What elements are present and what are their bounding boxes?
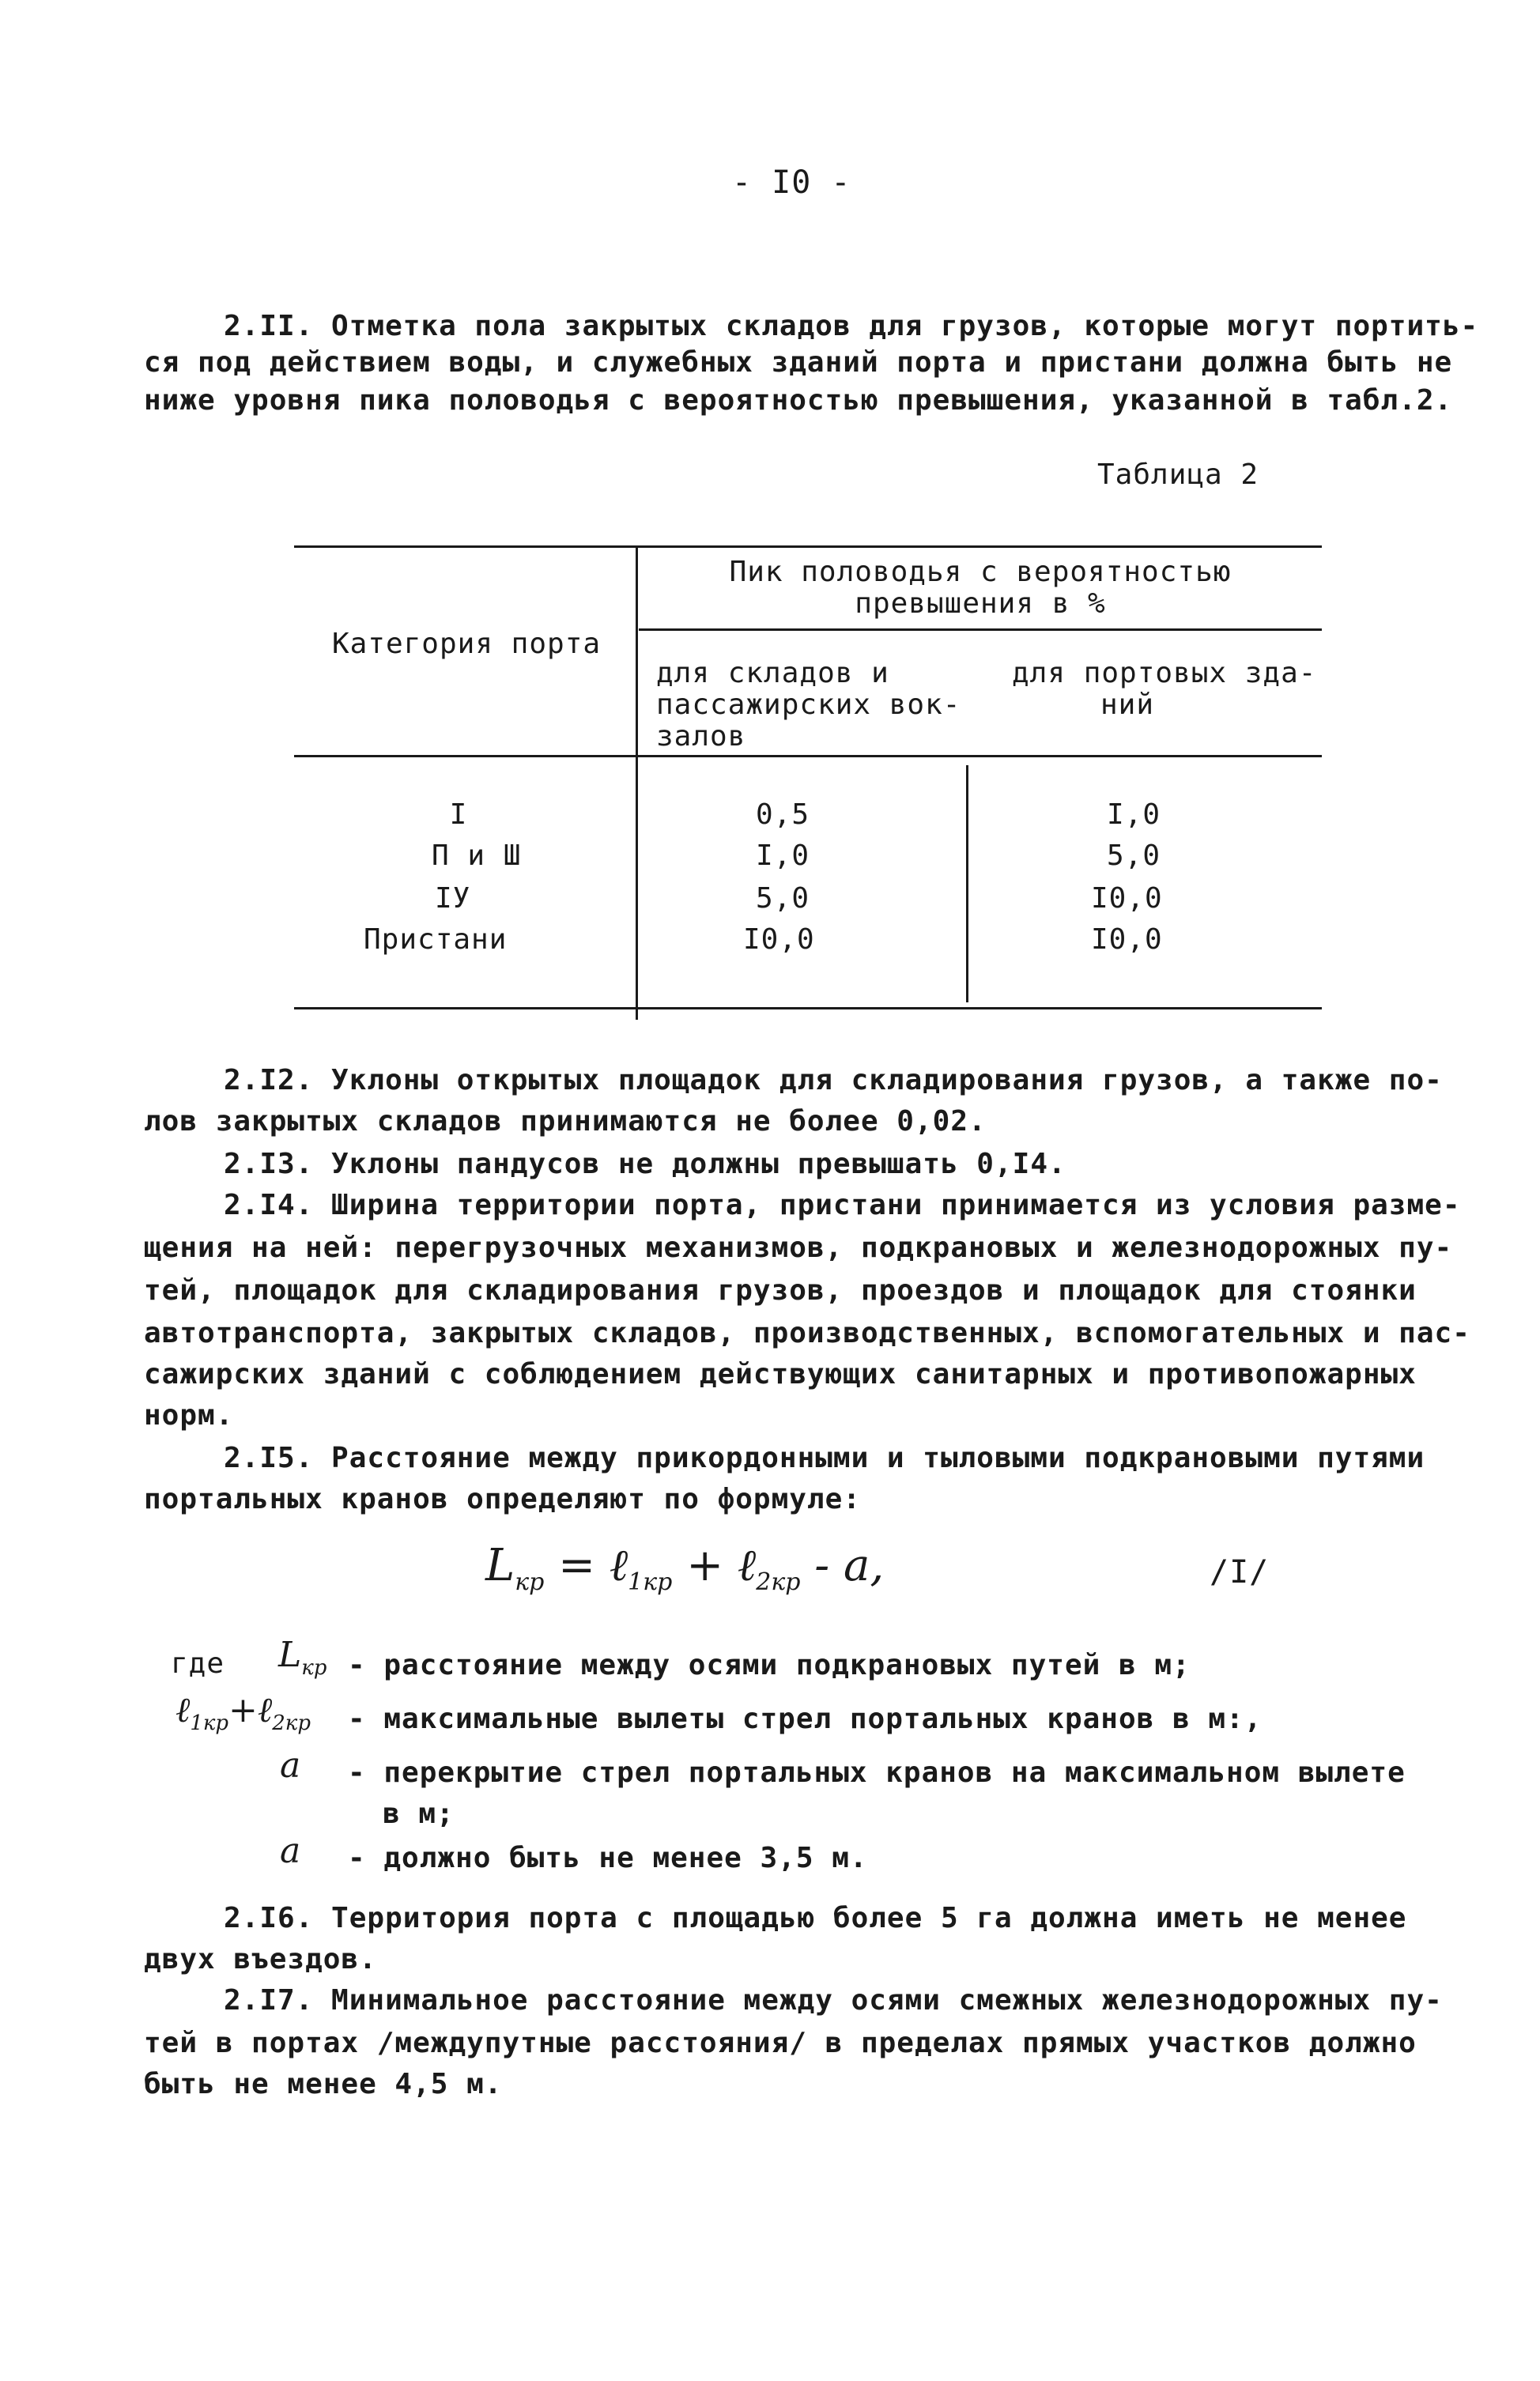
cell-warehouses: 0,5 (756, 798, 810, 831)
paragraph-line: 2.II. Отметка пола закрытых складов для грузов, которые могут портить- (224, 310, 1479, 342)
paragraph-line: быть не менее 4,5 м. (144, 2068, 503, 2100)
column-group-header: превышения в % (855, 587, 1106, 620)
column-header-warehouses: для складов и (656, 657, 889, 689)
paragraph-line: ниже уровня пика половодья с вероятностью превышения, указанной в табл.2. (144, 384, 1453, 417)
legend-symbol-a: a (280, 1745, 301, 1786)
paragraph-line: ся под действием воды, и служебных зданий порта и пристани должна быть не (144, 346, 1453, 379)
legend-symbol-L: $L_{кр}$ (278, 1635, 327, 1680)
cell-buildings: 5,0 (1107, 840, 1161, 872)
paragraph-line: автотранспорта, закрытых складов, производственных, вспомогательных и пас- (144, 1317, 1470, 1349)
cell-category: IУ (435, 882, 471, 915)
legend-description: - должно быть не менее 3,5 м. (348, 1842, 868, 1874)
legend-description: в м; (383, 1798, 455, 1830)
paragraph-line: щения на ней: перегрузочных механизмов, подкрановых и железнодорожных пу- (144, 1232, 1453, 1264)
legend-description: - максимальные вылеты стрел портальных кранов в м:, (348, 1703, 1263, 1735)
paragraph-line: портальных кранов определяют по формуле: (144, 1483, 861, 1515)
column-header-warehouses: залов (656, 720, 746, 753)
formula-minus: - (800, 1540, 844, 1591)
paragraph-line: норм. (144, 1399, 234, 1432)
formula-L: L (485, 1540, 515, 1591)
page-number: - I0 - (732, 164, 851, 201)
table-group-rule (639, 628, 1322, 631)
paragraph-line: двух въездов. (144, 1943, 377, 1975)
cell-buildings: I,0 (1107, 798, 1161, 831)
formula-plus: + (672, 1540, 738, 1591)
table-divider (636, 545, 638, 1020)
formula-l2: ℓ (737, 1540, 757, 1591)
paragraph-line: 2.I6. Территория порта с площадью более 5 га должна иметь не менее (224, 1902, 1407, 1934)
paragraph-line: 2.I5. Расстояние между прикордонными и тыловыми подкрановыми путями (224, 1442, 1425, 1474)
formula-l2-sub: 2кр (756, 1568, 801, 1597)
paragraph-line: 2.I7. Минимальное расстояние между осями смежных железнодорожных пу- (224, 1984, 1443, 2017)
formula (485, 1540, 884, 1596)
cell-buildings: I0,0 (1091, 882, 1163, 915)
formula-l1-sub: 1кр (628, 1568, 673, 1597)
column-header-category: Категория порта (331, 628, 602, 660)
legend-symbol-a: a (280, 1831, 301, 1871)
column-header-warehouses: пассажирских вок- (656, 689, 961, 721)
formula-eq: = (544, 1540, 610, 1591)
cell-buildings: I0,0 (1091, 923, 1163, 956)
formula-number: /I/ (1210, 1554, 1270, 1590)
legend-symbol-l: ℓ$_{1кр}$+ℓ$_{2кр}$ (176, 1690, 311, 1735)
formula-L-sub: кр (515, 1568, 545, 1597)
table-bottom-rule (294, 1007, 1322, 1009)
table-caption: Таблица 2 (1097, 458, 1259, 491)
paragraph-line: сажирских зданий с соблюдением действующих санитарных и противопожарных (144, 1358, 1417, 1390)
column-header-buildings: для портовых зда- (1012, 657, 1317, 689)
cell-category: I (449, 798, 468, 831)
legend-description: - перекрытие стрел портальных кранов на максимальном вылете (348, 1757, 1406, 1789)
paragraph-line: тей в портах /междупутные расстояния/ в пределах прямых участков должно (144, 2027, 1417, 2059)
formula-l1: ℓ (609, 1540, 628, 1591)
paragraph-line: 2.I3. Уклоны пандусов не должны превышать 0,I4. (224, 1148, 1066, 1180)
table-divider (966, 765, 968, 1002)
column-group-header: Пик половодья с вероятностью (729, 556, 1232, 588)
legend-description: - расстояние между осями подкрановых путей в м; (348, 1649, 1191, 1681)
table-header-rule (294, 755, 1322, 757)
paragraph-line: 2.I4. Ширина территории порта, пристани принимается из условия разме- (224, 1189, 1461, 1221)
paragraph-line: тей, площадок для складирования грузов, проездов и площадок для стоянки (144, 1274, 1417, 1307)
paragraph-line: 2.I2. Уклоны открытых площадок для складирования грузов, а также по- (224, 1064, 1443, 1096)
column-header-buildings: ний (1100, 689, 1155, 721)
cell-category: П и Ш (432, 840, 522, 872)
cell-warehouses: I0,0 (743, 923, 815, 956)
paragraph-line: лов закрытых складов принимаются не более 0,02. (144, 1105, 987, 1138)
cell-warehouses: 5,0 (756, 882, 810, 915)
cell-warehouses: I,0 (756, 840, 810, 872)
table-top-rule (294, 545, 1322, 548)
legend-where: где (171, 1647, 225, 1680)
formula-a: a, (844, 1540, 885, 1591)
cell-category: Пристани (364, 923, 508, 956)
